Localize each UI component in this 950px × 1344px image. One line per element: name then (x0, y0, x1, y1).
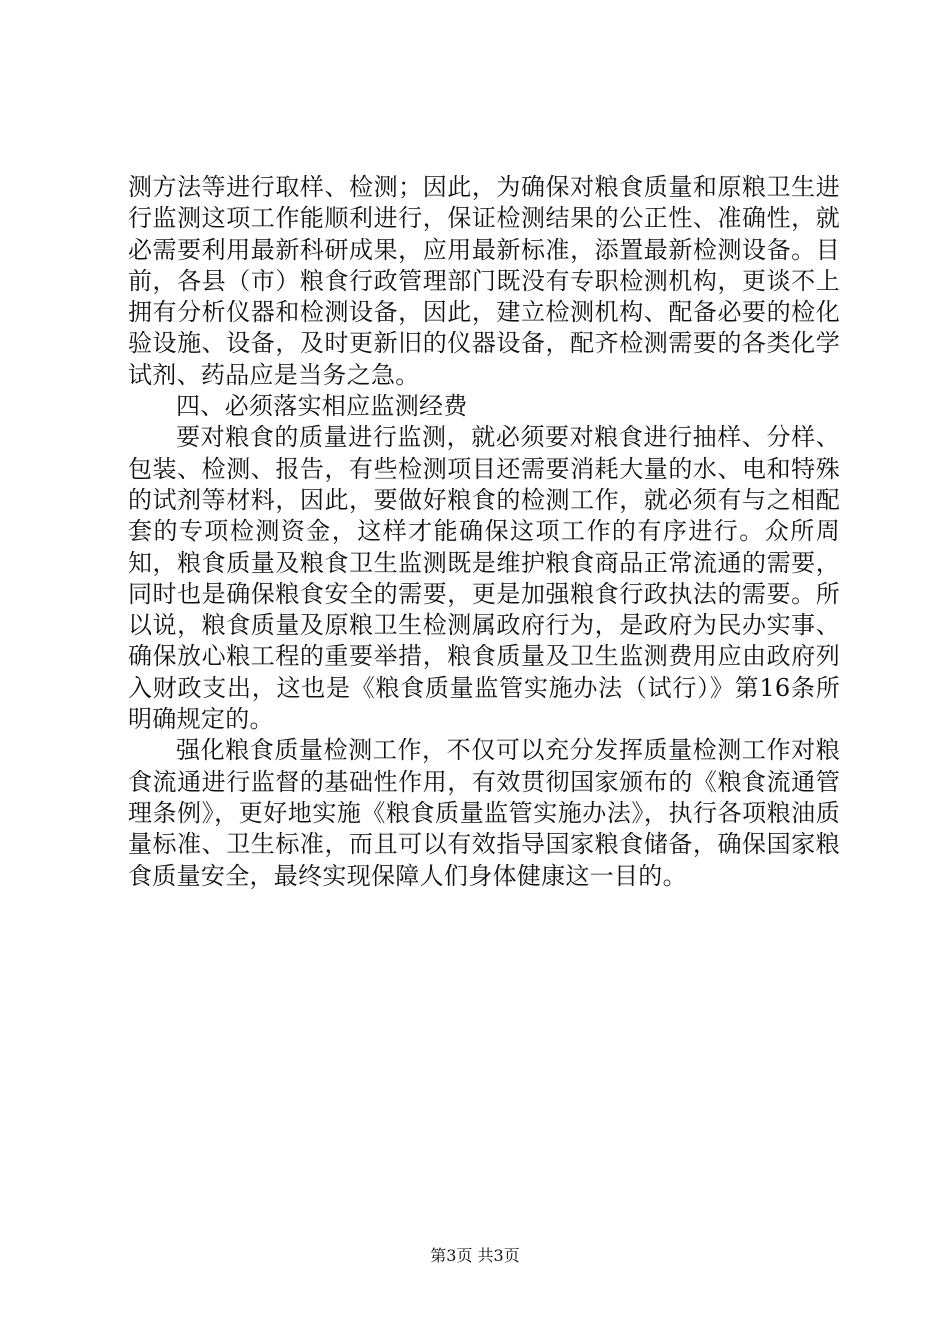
document-body (128, 172, 840, 892)
paragraph-continued: 测方法等进行取样、检测；因此，为确保对粮食质量和原粮卫生进行监测这项工作能顺利进行，保证检测结果的公正性、准确性，就必需要利用最新科研成果，应用最新标准，添置最新检测设备。目前，各县（市）粮食行政管理部门既没有专职检测机构，更谈不上拥有分析仪器和检测设备，因此，建立检测机构、配备必要的检化验设施、设备，及时更新旧的仪器设备，配齐检测需要的各类化学试剂、药品应是当务之急。 (128, 173, 840, 389)
paragraph-conclusion: 强化粮食质量检测工作，不仅可以充分发挥质量检测工作对粮食流通进行监督的基础性作用，有效贯彻国家颁布的《粮食流通管理条例》，更好地实施《粮食质量监管实施办法》，执行各项粮油质量标准、卫生标准，而且可以有效指导国家粮食储备，确保国家粮食质量安全，最终实现保障人们身体健康这一目的。 (128, 736, 840, 890)
section-heading-four: 四、必须落实相应监测经费 (176, 392, 468, 421)
paragraph-funding: 要对粮食的质量进行监测，就必须要对粮食进行抽样、分样、包装、检测、报告，有些检测项目还需要消耗大量的水、电和特殊的试剂等材料，因此，要做好粮食的检测工作，就必须有与之相配套的专项检测资金，这样才能确保这项工作的有序进行。众所周知，粮食质量及粮食卫生监测既是维护粮食商品正常流通的需要，同时也是确保粮食安全的需要，更是加强粮食行政执法的需要。所以说，粮食质量及原粮卫生检测属政府行为，是政府为民办实事、确保放心粮工程的重要举措，粮食质量及卫生监测费用应由政府列入财政支出，这也是《粮食质量监管实施办法（试行）》第16条所明确规定的。 (128, 423, 840, 734)
page-footer: 第3页 共3页 (430, 1246, 520, 1265)
